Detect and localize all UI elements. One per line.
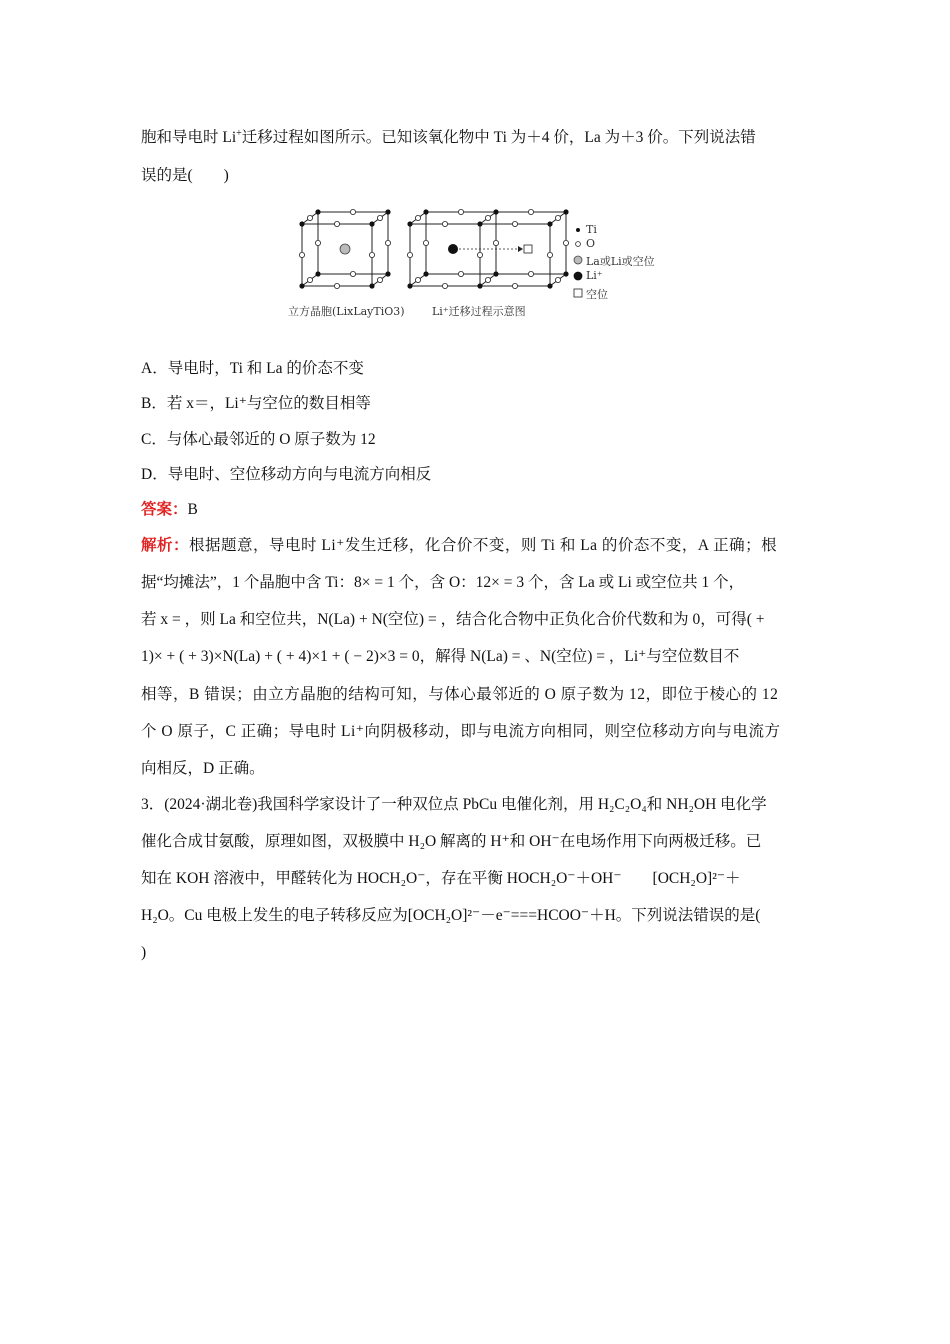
- legend-li: Li⁺: [586, 269, 603, 282]
- legend-o-icon: [576, 242, 581, 247]
- analysis-line-5: 相等，B 错误；由立方晶胞的结构可知，与体心最邻近的 O 原子数为 12，即位于棱心的 12: [141, 686, 779, 703]
- intro-text-b: 迁移过程如图所示。已知该氧化物中 Ti 为＋4 价，La 为＋3 价。下列说法错: [241, 129, 756, 146]
- analysis-label: 解析：: [141, 537, 190, 554]
- q3-line-1: 3．(2024·湖北卷)我国科学家设计了一种双位点 PbCu 电催化剂，用 H₂C₂O₄和 NH₂OH 电化学: [141, 796, 767, 813]
- left-cube-back: [318, 212, 388, 274]
- li-ion: [448, 244, 458, 254]
- analysis-line-3: 若 x = ，则 La 和空位共，N(La) + N(空位) = ，结合化合物中正负化合价代数和为 0，可得( +: [141, 611, 765, 628]
- answer: [141, 500, 198, 520]
- analysis-line-6: 个 O 原子，C 正确；导电时 Li⁺向阴极移动，即与电流方向相同，则空位移动方向与电流方: [141, 723, 781, 740]
- left-cube-front: [302, 224, 372, 286]
- legend-la: La或Li或空位: [586, 255, 655, 268]
- intro-sup: +: [236, 128, 242, 139]
- legend-vacancy-icon: [574, 289, 582, 297]
- option-b: B．若 x＝，Li⁺与空位的数目相等: [141, 395, 371, 412]
- legend-li-icon: [574, 272, 583, 281]
- crystal-figure: [286, 200, 676, 325]
- q3-line-4: H₂O。Cu 电极上发生的电子转移反应为[OCH₂O]²⁻－e⁻===HCOO⁻＋H。下列说法错误的是(: [141, 907, 761, 924]
- intro-line-1: [141, 128, 756, 148]
- caption-left: 立方晶胞(LixLayTiO3): [288, 305, 405, 318]
- legend-ti-icon: [576, 228, 580, 232]
- q3-line-2: 催化合成甘氨酸，原理如图，双极膜中 H₂O 解离的 H⁺和 OH⁻在电场作用下向两极迁移。已: [141, 833, 762, 850]
- q3-line-5: ): [141, 944, 147, 961]
- intro-text-a: 胞和导电时 Li: [141, 129, 237, 146]
- option-d: D．导电时、空位移动方向与电流方向相反: [141, 466, 432, 483]
- option-c: C．与体心最邻近的 O 原子数为 12: [141, 431, 376, 448]
- answer-value: B: [187, 501, 198, 518]
- analysis-line-1: [141, 536, 777, 556]
- caption-right: Li⁺迁移过程示意图: [432, 305, 526, 318]
- legend-vacancy: 空位: [586, 288, 608, 301]
- analysis-line-7: 向相反，D 正确。: [141, 760, 265, 777]
- legend-la-icon: [574, 256, 582, 264]
- answer-label: 答案：: [141, 501, 188, 518]
- legend-o: O: [586, 237, 596, 250]
- vacancy-site: [524, 245, 532, 253]
- analysis-line-2: 据“均摊法”，1 个晶胞中含 Ti：8× = 1 个，含 O：12× = 3 个，含 La 或 Li 或空位共 1 个，: [141, 574, 745, 591]
- analysis-text: 根据题意，导电时 Li⁺发生迁移，化合价不变，则 Ti 和 La 的价态不变，A 正确；根: [189, 537, 778, 554]
- intro-line-2: 误的是( ): [141, 167, 229, 184]
- option-a: A．导电时，Ti 和 La 的价态不变: [141, 360, 364, 377]
- legend-ti: Ti: [586, 223, 597, 236]
- analysis-line-4: 1)× + ( + 3)×N(La) + ( + 4)×1 + ( − 2)×3 = 0，解得 N(La) = 、N(空位) = ，Li⁺与空位数目不: [141, 648, 740, 665]
- q3-line-3: 知在 KOH 溶液中，甲醛转化为 HOCH₂O⁻，存在平衡 HOCH₂O⁻＋OH⁻ [OCH₂O]²⁻＋: [141, 870, 741, 887]
- la-li-vacancy-site: [340, 244, 350, 254]
